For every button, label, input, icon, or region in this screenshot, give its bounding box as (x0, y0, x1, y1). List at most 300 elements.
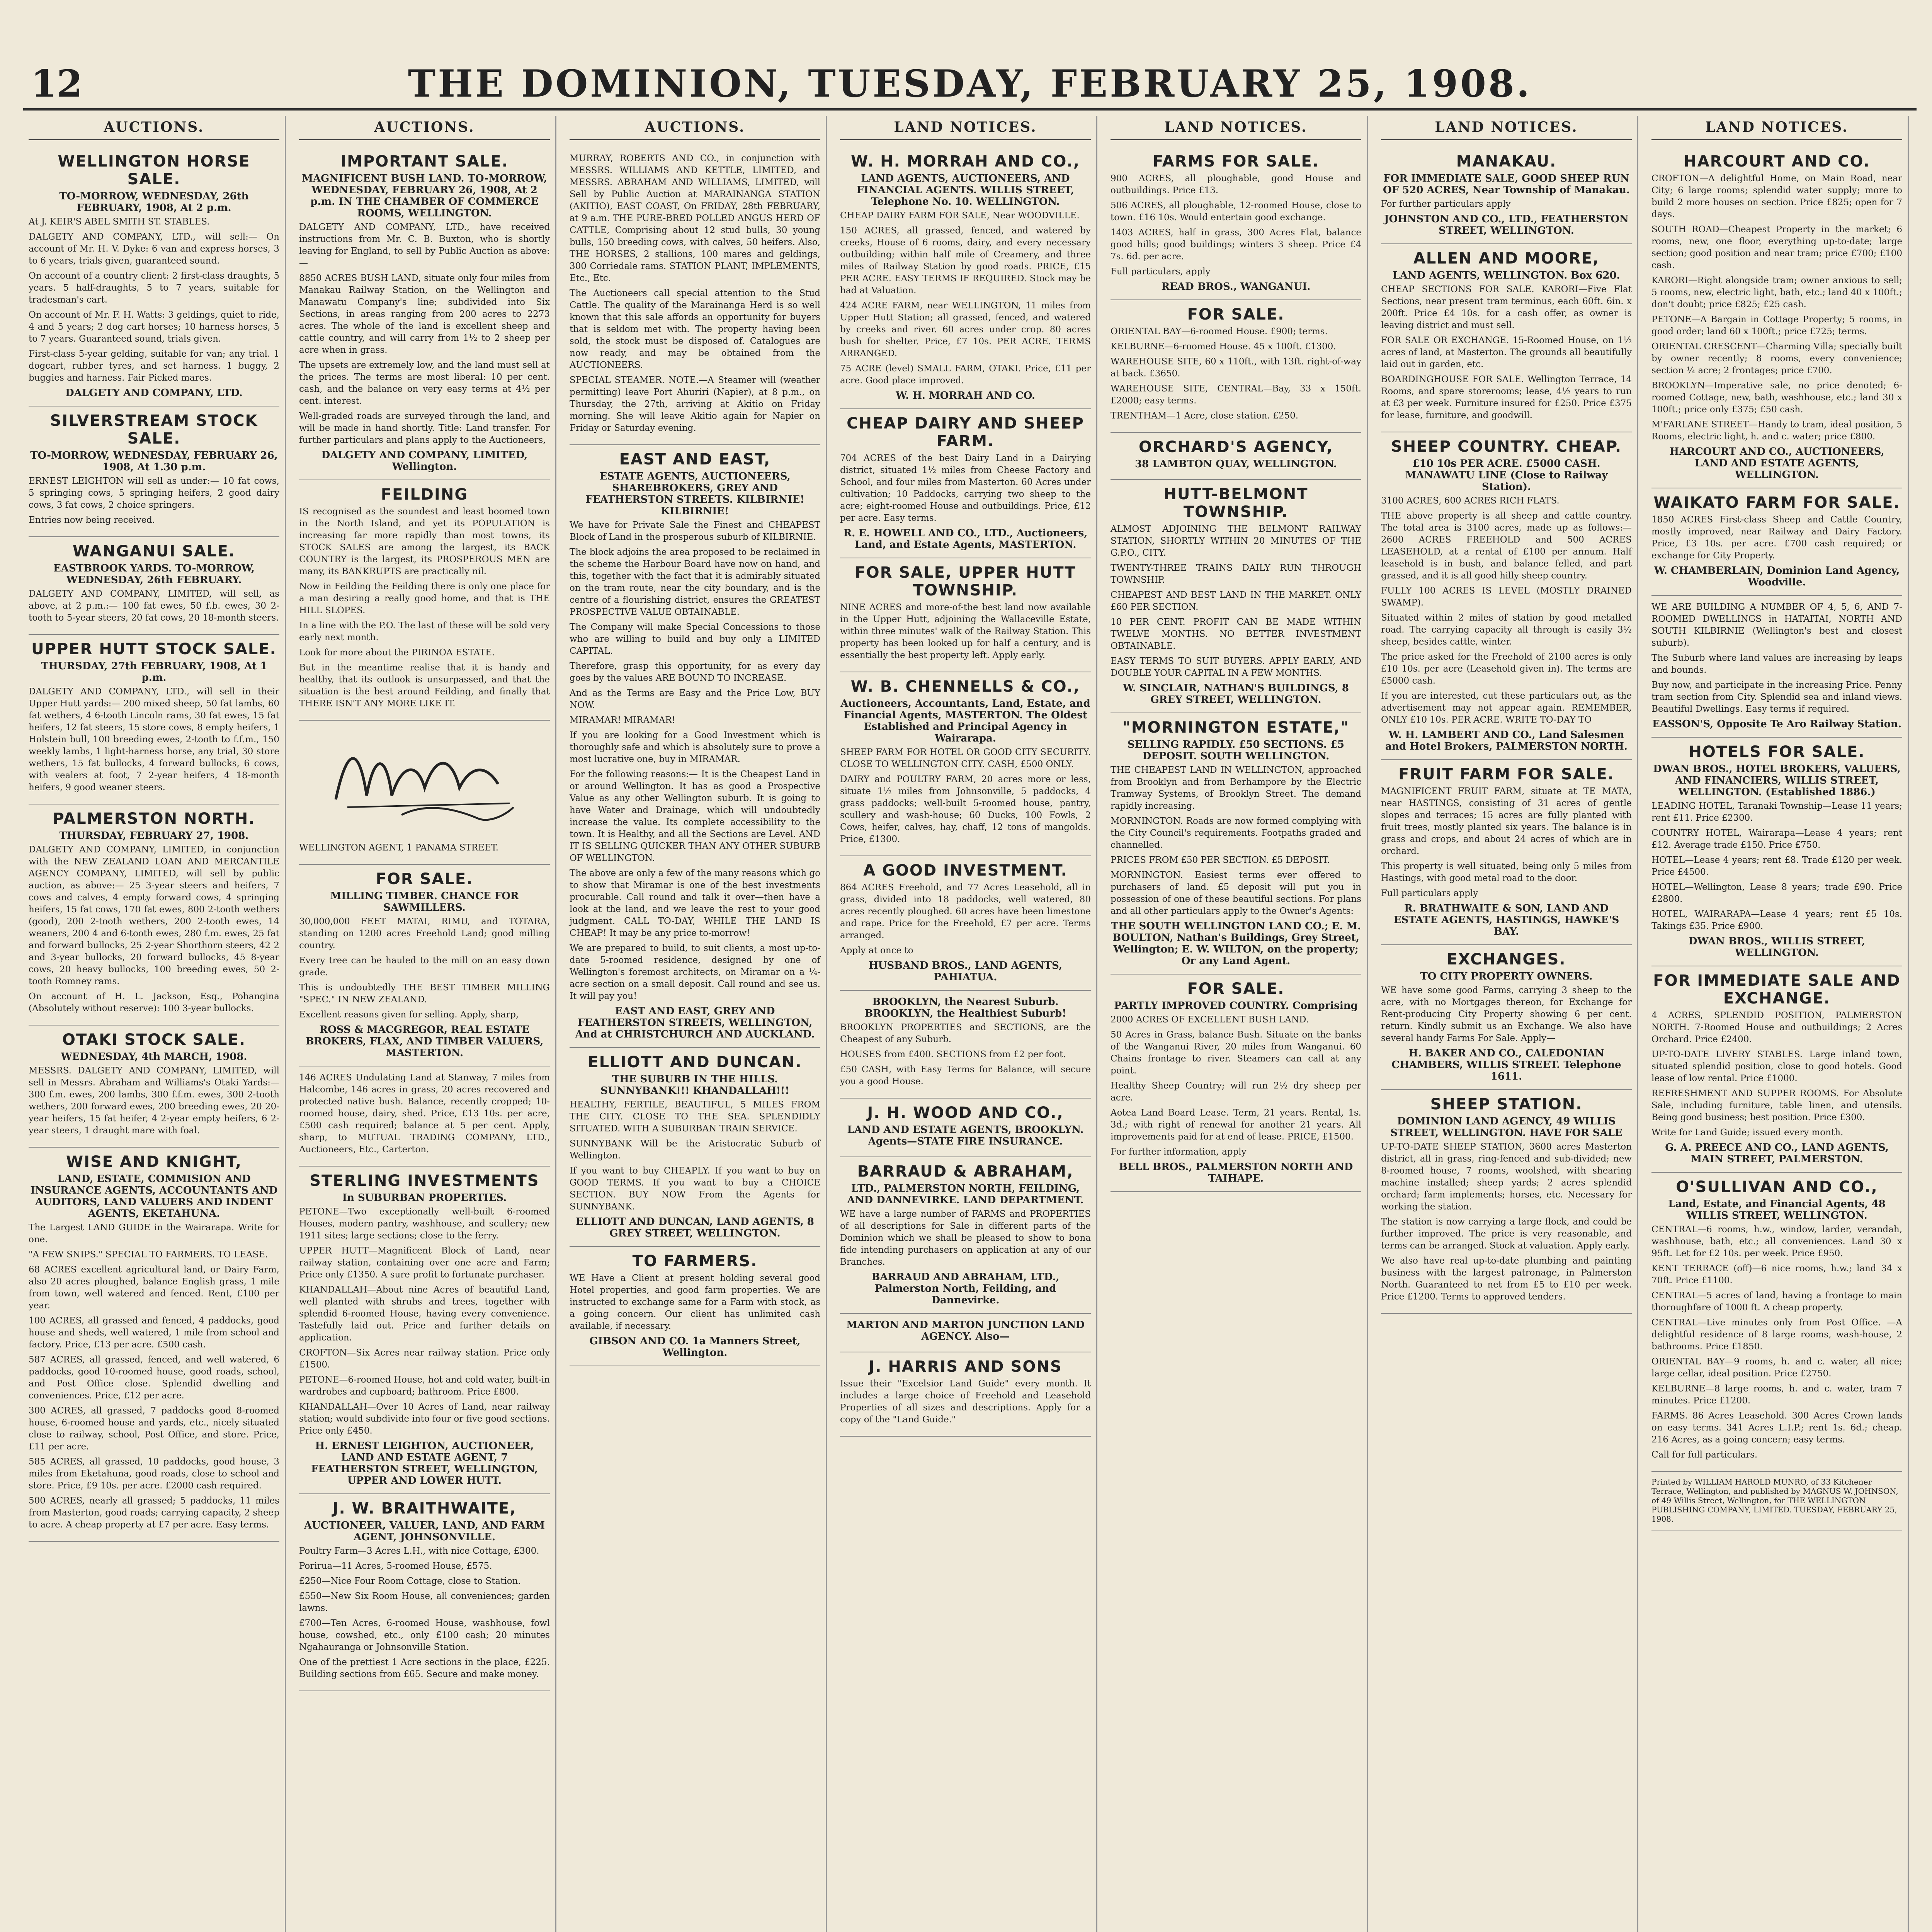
advertisement (570, 1048, 820, 1247)
ad-paragraph: £50 CASH, with Easy Terms for Balance, will secure you a good House. (840, 1065, 1091, 1087)
ad-title: STERLING INVESTMENTS (310, 1172, 539, 1190)
ad-subtitle: FOR IMMEDIATE SALE, GOOD SHEEP RUN OF 520 ACRES, Near Township of Manakau. (1383, 173, 1630, 196)
advertisement (299, 1167, 550, 1494)
ad-paragraph: 1403 ACRES, half in grass, 300 Acres Flat, balance good hills; good buildings; winters 3 sheep. Price £4 7s. 6d. per acre. (1111, 228, 1361, 262)
ad-paragraph: 704 ACRES of the best Dairy Land in a Dairying district, situated 1½ miles from Cheese Factory and School, and four miles from Masterton. 60 Acres under cultivation; 10 Paddocks, carrying two sheep to the acre; eight-roomed House and outbuildings. Price, £12 per acre. Easy terms. (840, 453, 1091, 523)
ad-title: OTAKI STOCK SALE. (62, 1031, 246, 1049)
ad-title: CHEAP DAIRY AND SHEEP FARM. (847, 415, 1084, 450)
ad-title: UPPER HUTT STOCK SALE. (31, 640, 277, 658)
ad-paragraph: "A FEW SNIPS." SPECIAL TO FARMERS. TO LEASE. (29, 1250, 268, 1260)
ad-paragraph: ORIENTAL CRESCENT—Charming Villa; specially built by owner recently; 8 rooms, every convenience; section ¼ acre; 2 frontages; price £700. (1651, 342, 1902, 376)
signature-logo (299, 726, 550, 842)
ad-paragraph: We also have real up-to-date plumbing and painting business with the largest patronage, in Palmerston North. Guaranteed to net from £5 to £10 per week. Price £1200. Terms to approved tenders. (1381, 1256, 1632, 1302)
ad-title: FOR SALE. (1187, 306, 1285, 323)
advertisement (1111, 433, 1361, 480)
advertisement (840, 1352, 1091, 1437)
ad-advertiser: H. BAKER AND CO., CALEDONIAN CHAMBERS, WILLIS STREET. Telephone 1611. (1391, 1048, 1621, 1082)
ad-title: BARRAUD & ABRAHAM, (857, 1163, 1074, 1180)
ad-paragraph: DALGETY AND COMPANY, LTD., will sell in their Upper Hutt yards:— 200 mixed sheep, 50 fat lambs, 60 fat wethers, 4 6-tooth Lincoln rams, 30 fat ewes, 15 fat heifers, 12 fat steers, 15 store cows, 8 empty heifers, 1 Holstein bull, 100 breeding ewes, 2-tooth to f.f.m., 150 weekly lambs, 1 light-harness horse, any trial, 30 store wethers, 15 fat bullocks, 4 forward bullocks, 6 cows, with vealers at foot, 7 2-year heifers, 4 18-month heifers, 9 good weaner steers. (29, 687, 279, 793)
ad-paragraph: Write for Land Guide; issued every month. (1651, 1128, 1844, 1138)
ad-paragraph: FOR SALE OR EXCHANGE. 15-Roomed House, on 1½ acres of land, at Masterton. The grounds all beautifully laid out in garden, etc. (1381, 335, 1632, 369)
ad-paragraph: ORIENTAL BAY—9 rooms, h. and c. water, all nice; large cellar, ideal position. Price £2750. (1651, 1357, 1902, 1379)
advertisement (29, 1026, 279, 1148)
ad-paragraph: KHANDALLAH—About nine Acres of beautiful Land, well planted with shrubs and trees, together with splendid 6-roomed House, having every convenience. Tastefully laid out. Price and further details on application. (299, 1285, 550, 1343)
ad-title: SHEEP COUNTRY. CHEAP. (1391, 438, 1622, 456)
advertisement (1111, 147, 1361, 300)
ad-title: MANAKAU. (1456, 153, 1557, 170)
ad-paragraph: 587 ACRES, all grassed, fenced, and well watered, 6 paddocks, good 10-roomed house, good roads, school, and Post Office close. Splendid dwelling and conveniences. Price, £12 per acre. (29, 1355, 279, 1401)
ad-subtitle: THURSDAY, 27th FEBRUARY, 1908, At 1 p.m. (41, 660, 267, 684)
ad-paragraph: 585 ACRES, all grassed, 10 paddocks, good house, 3 miles from Eketahuna, good roads, close to school and store. Price, £9 10s. per acre. £2000 cash required. (29, 1457, 279, 1491)
ad-paragraph: Full particulars, apply (1111, 267, 1211, 277)
ad-paragraph: 50 Acres in Grass, balance Bush. Situate on the banks of the Wanganui River, 20 miles from Wanganui. 60 Chains frontage to river. Steamers can call at any point. (1111, 1030, 1361, 1076)
column-heading: AUCTIONS. (299, 116, 550, 140)
ad-advertiser: READ BROS., WANGANUI. (1161, 281, 1311, 293)
ad-advertiser: R. E. HOWELL AND CO., LTD., Auctioneers, Land, and Estate Agents, MASTERTON. (843, 527, 1088, 551)
ad-advertiser: W. H. MORRAH AND CO. (896, 390, 1035, 401)
ad-paragraph: CHEAP DAIRY FARM FOR SALE, Near WOODVILLE. (840, 211, 1080, 221)
ad-paragraph: Every tree can be hauled to the mill on an easy down grade. (299, 956, 550, 978)
advertisement (1111, 713, 1361, 975)
ad-paragraph: HOTEL—Wellington, Lease 8 years; trade £90. Price £2800. (1651, 882, 1902, 904)
ad-paragraph: HOTEL—Lease 4 years; rent £8. Trade £120 per week. Price £4500. (1651, 855, 1902, 877)
ad-paragraph: Apply at once to (840, 946, 913, 956)
ad-title: O'SULLIVAN AND CO., (1676, 1178, 1878, 1196)
advertisement (29, 804, 279, 1026)
ad-paragraph: Issue their "Excelsior Land Guide" every month. It includes a large choice of Freehold and Leasehold Properties of all sizes and descriptions. Apply for a copy of the "Land Guide." (840, 1379, 1091, 1425)
ad-paragraph: If you are interested, cut these particulars out, as the advertisement may not appear again. REMEMBER, ONLY £10 10s. PER ACRE. WRITE TO-DAY TO (1381, 691, 1632, 725)
ad-paragraph: On account of Mr. F. H. Watts: 3 geldings, quiet to ride, 4 and 5 years; 2 dog cart horses; 10 harness horses, 5 to 7 years. Guaranteed sound, trials given. (29, 310, 279, 344)
ad-advertiser: EAST AND EAST, GREY AND FEATHERSTON STREETS, WELLINGTON, And at CHRISTCHURCH AND AUCKLAND. (575, 1005, 815, 1040)
ad-paragraph: 2000 ACRES OF EXCELLENT BUSH LAND. (1111, 1015, 1309, 1025)
ad-paragraph: The Largest LAND GUIDE in the Wairarapa. Write for one. (29, 1223, 279, 1245)
ad-paragraph: WE have some good Farms, carrying 3 sheep to the acre, with no Mortgages thereon, for Exchange for Rent-producing City Property showing 6 per cent. return. Kindly submit us an Exchange. We also have several handy Farms For Sale. Apply— (1381, 985, 1632, 1043)
ad-title: FOR IMMEDIATE SALE AND EXCHANGE. (1653, 972, 1901, 1007)
ad-paragraph: 75 ACRE (level) SMALL FARM, OTAKI. Price, £11 per acre. Good place improved. (840, 364, 1091, 386)
ad-paragraph: 100 ACRES, all grassed and fenced, 4 paddocks, good house and sheds, well watered, 1 mile from school and factory. Price, £13 per acre. £500 cash. (29, 1316, 279, 1350)
advertisement (570, 1247, 820, 1366)
ad-paragraph: HOUSES from £400. SECTIONS from £2 per foot. (840, 1049, 1066, 1060)
ad-title: J. W. BRAITHWAITE, (332, 1500, 517, 1517)
ad-paragraph: ALMOST ADJOINING THE BELMONT RAILWAY STATION, SHORTLY WITHIN 20 MINUTES OF THE G.P.O., CITY. (1111, 524, 1361, 558)
ad-advertiser: ROSS & MACGREGOR, REAL ESTATE BROKERS, FLAX, AND TIMBER VALUERS, MASTERTON. (305, 1024, 544, 1059)
column-1 (23, 116, 286, 1932)
ad-subtitle: AUCTIONEER, VALUER, LAND, AND FARM AGENT, JOHNSONVILLE. (304, 1520, 545, 1543)
ad-paragraph: EASY TERMS TO SUIT BUYERS. APPLY EARLY, AND DOUBLE YOUR CAPITAL IN A FEW MONTHS. (1111, 656, 1361, 678)
ad-paragraph: PETONE—Two exceptionally well-built 6-roomed Houses, modern pantry, washhouse, and scullery; new 1911 sites; large sections; close to the ferry. (299, 1207, 550, 1241)
ad-paragraph: TWENTY-THREE TRAINS DAILY RUN THROUGH TOWNSHIP. (1111, 563, 1361, 585)
advertisement (29, 1148, 279, 1542)
ad-advertiser: BARRAUD AND ABRAHAM, LTD., Palmerston North, Feilding, and Dannevirke. (871, 1271, 1060, 1306)
ad-paragraph: REFRESHMENT AND SUPPER ROOMS. For Absolute Sale, including furniture, table linen, and utensils. Being good business; best position. Price £300. (1651, 1088, 1902, 1122)
advertisement (840, 991, 1091, 1099)
ad-subtitle: SELLING RAPIDLY. £50 SECTIONS. £5 DEPOSIT. SOUTH WELLINGTON. (1128, 739, 1344, 762)
ad-title: FRUIT FARM FOR SALE. (1398, 765, 1614, 783)
ad-paragraph: BOARDINGHOUSE FOR SALE. Wellington Terrace, 14 Rooms, and spare storerooms; lease, 4½ years to run at £3 per week. Furniture insured for £250. Price £375 for lease, furniture, and goodwill. (1381, 374, 1632, 420)
ad-title: SHEEP STATION. (1430, 1095, 1583, 1113)
ad-paragraph: KHANDALLAH—Over 10 Acres of Land, near railway station; would subdivide into four or five good sections. Price only £450. (299, 1402, 550, 1436)
printer-imprint: Printed by WILLIAM HAROLD MUNRO, of 33 Kitchener Terrace, Wellington, and published by MAGNUS W. JOHNSON, of 49 Willis Street, Wellington, for THE WELLINGTON PUBLISHING COMPANY, LIMITED. TUESDAY, FEBRUARY 25, 1908. (1651, 1472, 1902, 1531)
advertisement (840, 558, 1091, 672)
ad-paragraph: We have for Private Sale the Finest and CHEAPEST Block of Land in the prosperous suburb of KILBIRNIE. (570, 520, 820, 542)
advertisement (299, 865, 550, 1066)
ad-paragraph: The station is now carrying a large flock, and could be further improved. The price is very reasonable, and terms can be arranged. Stock at valuation. Apply early. (1381, 1217, 1632, 1251)
ad-paragraph: 3100 ACRES, 600 ACRES RICH FLATS. (1381, 496, 1560, 506)
ad-paragraph: The Company will make Special Concessions to those who are willing to build and buy only a LIMITED CAPITAL. (570, 622, 820, 656)
ad-paragraph: Well-graded roads are surveyed through the land, and will be made in hand shortly. Title: Land transfer. For further particulars and plans apply to the Auctioneers, (299, 411, 550, 445)
ad-paragraph: Porirua—11 Acres, 5-roomed House, £575. (299, 1561, 492, 1571)
ad-paragraph: DALGETY AND COMPANY, LTD., will sell:— On account of Mr. H. V. Dyke: 6 van and express horses, 3 to 6 years, trials given, guaranteed sound. (29, 232, 279, 266)
ad-paragraph: CENTRAL—Live minutes only from Post Office. —A delightful residence of 8 large rooms, wash-house, 2 bathrooms. Price £1850. (1651, 1318, 1902, 1352)
advertisement (840, 1099, 1091, 1157)
ad-title: HUTT-BELMONT TOWNSHIP. (1163, 485, 1308, 521)
ad-title: ELLIOTT AND DUNCAN. (588, 1053, 802, 1071)
ad-advertiser: ELLIOTT AND DUNCAN, LAND AGENTS, 8 GREY STREET, WELLINGTON. (576, 1216, 814, 1239)
ad-paragraph: WE ARE BUILDING A NUMBER OF 4, 5, 6, AND 7-ROOMED DWELLINGS in HATAITAI, NORTH AND SOUTH KILBIRNIE (Wellington's best and closest suburb). (1651, 602, 1902, 648)
ad-paragraph: 864 ACRES Freehold, and 77 Acres Leasehold, all in grass, divided into 18 paddocks, well watered, 80 acres recently ploughed. 60 acres have been limestone and rape. Price for the Freehold, £7 per acre. Terms arranged. (840, 883, 1091, 940)
ad-paragraph: MORNINGTON. Easiest terms ever offered to purchasers of land. £5 deposit will put you in possession of one of these beautiful sections. For plans and all other particulars apply to the Owner's Agents: (1111, 870, 1361, 916)
ad-paragraph: At J. KEIR'S ABEL SMITH ST. STABLES. (29, 217, 210, 227)
ad-paragraph: Look for more about the PIRINOA ESTATE. (299, 648, 495, 658)
ad-advertiser: DWAN BROS., WILLIS STREET, WELLINGTON. (1688, 935, 1866, 959)
advertisement (1381, 244, 1632, 432)
ad-title: FARMS FOR SALE. (1153, 153, 1319, 170)
ad-paragraph: Healthy Sheep Country; will run 2½ dry sheep per acre. (1111, 1081, 1361, 1103)
ad-paragraph: DALGETY AND COMPANY, LIMITED, in conjunction with the NEW ZEALAND LOAN AND MERCANTILE AGENCY COMPANY, LIMITED, will sell by public auction, as above:— 25 3-year steers and heifers, 7 cows and calves, 4 empty forward cows, 4 springing heifers, 15 fat cows, 170 fat ewes, 800 2-tooth wethers (good), 200 2-tooth wethers, 200 2-tooth ewes, 14 weaners, 200 4 and 6-tooth ewes, 280 f.m. ewes, 25 fat and forward bullocks, 25 2-year Shorthorn steers, 42 2 and 3-year bullocks, 20 forward bullocks, 45 8-year cows, 20 heavy bullocks, 100 breeding ewes, 50 2-tooth Romney rams. (29, 845, 279, 986)
advertisement (840, 856, 1091, 991)
ad-paragraph: MESSRS. DALGETY AND COMPANY, LIMITED, will sell in Messrs. Abraham and Williams's Otaki Yards:— 300 f.m. ewes, 200 lambs, 300 f.f.m. ewes, 300 2-tooth wethers, 200 forward ewes, 200 breeding ewes, 20 20-year heifers, 15 fat heifer, 4 2-year empty heifers, 6 2-year steers, 1 draught mare with foal. (29, 1066, 279, 1136)
ad-paragraph: PETONE—6-roomed House, hot and cold water, built-in wardrobes and cupboard; bathroom. Price £800. (299, 1375, 550, 1397)
ad-advertiser: DALGETY AND COMPANY, LTD. (65, 387, 243, 399)
ad-paragraph: KARORI—Right alongside tram; owner anxious to sell; 5 rooms, new, electric light, bath, etc.; land 40 x 100ft.; don't doubt; price £825; £25 cash. (1651, 276, 1902, 310)
ad-paragraph: One of the prettiest 1 Acre sections in the place, £225. Building sections from £65. Secure and make money. (299, 1657, 550, 1679)
column-5 (1105, 116, 1368, 1932)
ad-paragraph: COUNTRY HOTEL, Wairarapa—Lease 4 years; rent £12. Average trade £150. Price £750. (1651, 828, 1902, 850)
ad-advertiser: HUSBAND BROS., LAND AGENTS, PAHIATUA. (869, 960, 1062, 983)
ad-paragraph: UP-TO-DATE LIVERY STABLES. Large inland town, situated splendid position, close to good hotels. Good lease of low rental. Price £1000. (1651, 1049, 1902, 1083)
ad-paragraph: Buy now, and participate in the increasing Price. Penny tram section from City. Splendid sea and inland views. Beautiful Dwellings. Easy terms if required. (1651, 680, 1902, 714)
advertisement (1651, 147, 1902, 488)
ad-paragraph: FULLY 100 ACRES IS LEVEL (MOSTLY DRAINED SWAMP). (1381, 586, 1632, 608)
ad-subtitle: TO CITY PROPERTY OWNERS. (1420, 971, 1593, 982)
ad-title: FOR SALE. (376, 870, 473, 888)
advertisement (1381, 1090, 1632, 1314)
ad-paragraph: LEADING HOTEL, Taranaki Township—Lease 11 years; rent £11. Price £2300. (1651, 801, 1902, 823)
ad-advertiser: R. BRATHWAITE & SON, LAND AND ESTATE AGENTS, HASTINGS, HAWKE'S BAY. (1393, 903, 1619, 937)
column-heading: AUCTIONS. (570, 116, 820, 140)
ad-title: EXCHANGES. (1447, 951, 1566, 968)
advertisement (299, 721, 550, 865)
ad-subtitle: Auctioneers, Accountants, Land, Estate, and Financial Agents, MASTERTON. The Oldest Established and Principal Agency in Wairarapa. (840, 698, 1090, 744)
ad-paragraph: MAGNIFICENT FRUIT FARM, situate at TE MATA, near HASTINGS, consisting of 31 acres of gentle slopes and terraces; 15 acres are fully planted with fruit trees, mostly planted six years. The balance is in grass and crops, and about 24 acres of which are in orchard. (1381, 786, 1632, 856)
ad-paragraph: KENT TERRACE (off)—6 nice rooms, h.w.; land 34 x 70ft. Price £1100. (1651, 1264, 1902, 1286)
advertisement (840, 1314, 1091, 1352)
ad-paragraph: PETONE—A Bargain in Cottage Property; 5 rooms, in good order; land 60 x 100ft.; price £725; terms. (1651, 315, 1902, 337)
advertisement (840, 672, 1091, 856)
ad-paragraph: 1850 ACRES First-class Sheep and Cattle Country, mostly improved, near Railway and Dairy Factory. Price, £3 10s. per acre. £700 cash required; or exchange for City Property. (1651, 515, 1902, 561)
ad-title: FOR SALE. (1187, 980, 1285, 998)
ad-paragraph: Situated within 2 miles of station by good metalled road. The carrying capacity all through is easily 3½ sheep, besides cattle, winter. (1381, 613, 1632, 647)
ad-subtitle: MILLING TIMBER. CHANCE FOR SAWMILLERS. (330, 890, 519, 913)
ad-paragraph: 10 PER CENT. PROFIT CAN BE MADE WITHIN TWELVE MONTHS. NO BETTER INVESTMENT OBTAINABLE. (1111, 617, 1361, 651)
ad-paragraph: This is undoubtedly THE BEST TIMBER MILLING "SPEC." IN NEW ZEALAND. (299, 983, 550, 1005)
ad-paragraph: The Suburb where land values are increasing by leaps and bounds. (1651, 653, 1902, 675)
ad-paragraph: 150 ACRES, all grassed, fenced, and watered by creeks, House of 6 rooms, dairy, and every necessary outbuilding; within half mile of Creamery, and three miles of Railway Station by good roads. PRICE, £15 PER ACRE. EASY TERMS IF REQUIRED. Stock may be had at Valuation. (840, 226, 1091, 296)
ad-paragraph: SPECIAL STEAMER. NOTE.—A Steamer will (weather permitting) leave Port Ahuriri (Napier), at 8 p.m., on Thursday, the 27th, arriving at Akitio on Friday morning. She will leave Akitio again for Napier on Friday or Saturday evening. (570, 375, 820, 433)
ad-paragraph: HEALTHY, FERTILE, BEAUTIFUL, 5 MILES FROM THE CITY. CLOSE TO THE SEA. SPLENDIDLY SITUATED. WITH A SUBURBAN TRAIN SERVICE. (570, 1100, 820, 1134)
ad-paragraph: BROOKLYN—Imperative sale, no price denoted; 6-roomed Cottage, new, bath, washhouse, etc.; land 30 x 100ft.; price only £375; £50 cash. (1651, 381, 1902, 415)
advertisement (1381, 147, 1632, 244)
ad-paragraph: 4 ACRES, SPLENDID POSITION, PALMERSTON NORTH. 7-Roomed House and outbuildings; 2 Acres Orchard. Price £2400. (1651, 1010, 1902, 1044)
ad-paragraph: PRICES FROM £50 PER SECTION. £5 DEPOSIT. (1111, 855, 1330, 865)
ad-paragraph: KELBURNE—8 large rooms, h. and c. water, tram 7 minutes. Price £1200. (1651, 1384, 1902, 1406)
ad-paragraph: THE CHEAPEST LAND IN WELLINGTON, approached from Brooklyn and from Berhampore by the Electric Tramway Systems, of Brooklyn Street. The demand rapidly increasing. (1111, 765, 1361, 811)
ad-subtitle: £10 10s PER ACRE. £5000 CASH. MANAWATU LINE (Close to Railway Station). (1405, 458, 1608, 493)
ad-title: "MORNINGTON ESTATE," (1122, 719, 1349, 736)
ad-paragraph: TRENTHAM—1 Acre, close station. £250. (1111, 411, 1299, 421)
ad-title: EAST AND EAST, (619, 451, 771, 468)
ad-subtitle: MAGNIFICENT BUSH LAND. TO-MORROW, WEDNESDAY, FEBRUARY 26, 1908, At 2 p.m. IN THE CHAMBER OF COMMERCE ROOMS, WELLINGTON. (302, 173, 547, 219)
ad-paragraph: CROFTON—A delightful Home, on Main Road, near City; 6 large rooms; splendid water supply; more to build 2 more houses on section. Price £825; open for 7 days. (1651, 173, 1902, 219)
ad-subtitle: TO-MORROW, WEDNESDAY, 26th FEBRUARY, 1908, At 2 p.m. (59, 190, 249, 214)
ad-paragraph: CENTRAL—6 rooms, h.w., window, larder, verandah, washhouse, bath, etc.; all conveniences. Land 30 x 95ft. Let for £2 10s. per week. Price £950. (1651, 1225, 1902, 1259)
ad-advertiser: HARCOURT AND CO., AUCTIONEERS, LAND AND ESTATE AGENTS, WELLINGTON. (1669, 446, 1884, 481)
ad-paragraph: M'FARLANE STREET—Handy to tram, ideal position, 5 Rooms, electric light, h. and c. water; price £800. (1651, 420, 1902, 442)
ad-title: J. HARRIS AND SONS (869, 1358, 1062, 1376)
ad-title: WISE AND KNIGHT, (66, 1153, 242, 1171)
ad-paragraph: WAREHOUSE SITE, CENTRAL—Bay, 33 x 150ft. £2000; easy terms. (1111, 384, 1361, 406)
ad-paragraph: Entries now being received. (29, 515, 155, 525)
advertisement (1651, 738, 1902, 966)
ad-paragraph: The block adjoins the area proposed to be reclaimed in the scheme the Harbour Board have now on hand, and this, together with the fact that it is admirably situated on the tram route, near the city boundary, and is the centre of a flourishing district, ensures the GREATEST PROSPECTIVE VALUE OBTAINABLE. (570, 547, 820, 617)
column-heading: LAND NOTICES. (840, 116, 1091, 140)
ad-subtitle: BROOKLYN, the Nearest Suburb. BROOKLYN, the Healthiest Suburb! (864, 996, 1066, 1019)
ad-paragraph: Excellent reasons given for selling. Apply, sharp, (299, 1010, 519, 1020)
ad-paragraph: CENTRAL—5 acres of land, having a frontage to main thoroughfare of 1000 ft. A cheap property. (1651, 1291, 1902, 1313)
ad-paragraph: ERNEST LEIGHTON will sell as under:— 10 fat cows, 5 springing cows, 5 springing heifers, 2 good dairy cows, 3 fat cows, 2 choice springers. (29, 476, 279, 510)
advertisement (299, 480, 550, 721)
ad-paragraph: 900 ACRES, all ploughable, good House and outbuildings. Price £13. (1111, 173, 1361, 196)
ad-paragraph: THE above property is all sheep and cattle country. The total area is 3100 acres, made up as follows:—2600 ACRES FREEHOLD and 500 ACRES LEASEHOLD, at a rental of £100 per annum. Half leasehold is in bush, and balance felled, and part grassed, and it is all good hilly sheep country. (1381, 511, 1632, 581)
column-6 (1376, 116, 1638, 1932)
ad-paragraph: If you are looking for a Good Investment which is thoroughly safe and which is absolutely sure to prove a most lucrative one, buy in MIRAMAR. (570, 730, 820, 764)
ad-paragraph: WAREHOUSE SITE, 60 x 110ft., with 13ft. right-of-way at back. £3650. (1111, 357, 1361, 379)
ad-paragraph: UP-TO-DATE SHEEP STATION, 3600 acres Masterton district, all in grass, ring-fenced and sub-divided; new 8-roomed house, 7 rooms, woolshed, with shearing machine installed; sheep yards; 2 acres splendid orchard; farm implements; horses, etc. Necessary for working the station. (1381, 1142, 1632, 1212)
ad-title: PALMERSTON NORTH. (53, 810, 255, 828)
advertisement (840, 1157, 1091, 1314)
ad-paragraph: MURRAY, ROBERTS AND CO., in conjunction with MESSRS. WILLIAMS AND KETTLE, LIMITED, and MESSRS. ABRAHAM AND WILLIAMS, LIMITED, will Sell by Public Auction at MARAINANGA STATION (AKITIO), EAST COAST, On FRIDAY, 28th FEBRUARY, at 9 a.m. THE PURE-BRED POLLED ANGUS HERD OF CATTLE, Comprising about 12 stud bulls, 30 young bulls, 150 breeding cows, with calves, 50 heifers. Also, THE HORSES, 2 stallions, 100 mares and geldings, 300 Corriedale rams. STATION PLANT, IMPLEMENTS, Etc., Etc. (570, 153, 820, 283)
advertisement (840, 147, 1091, 409)
ad-subtitle: LTD., PALMERSTON NORTH, FEILDING, AND DANNEVIRKE. LAND DEPARTMENT. (847, 1183, 1084, 1206)
ad-paragraph: Full particulars apply (1381, 888, 1478, 898)
ad-paragraph: The price asked for the Freehold of 2100 acres is only £10 10s. per acre (Leasehold given in). The terms are £5000 cash. (1381, 652, 1632, 686)
ad-advertiser: W. CHAMBERLAIN, Dominion Land Agency, Woodville. (1654, 565, 1900, 588)
ad-paragraph: If you want to buy CHEAPLY. If you want to buy on GOOD TERMS. If you want to buy a CHOICE SECTION. BUY NOW From the Agents for SUNNYBANK. (570, 1166, 820, 1212)
advertisement (29, 406, 279, 537)
ad-subtitle: MARTON AND MARTON JUNCTION LAND AGENCY. Also— (846, 1319, 1085, 1342)
ad-paragraph: First-class 5-year gelding, suitable for van; any trial. 1 dogcart, rubber tyres, and set harness. 1 buggy, 2 buggies and harness. Fair Picked mares. (29, 349, 279, 383)
ad-paragraph: CHEAPEST AND BEST LAND IN THE MARKET. ONLY £60 PER SECTION. (1111, 590, 1361, 612)
advertisement (1111, 300, 1361, 433)
ad-paragraph: But in the meantime realise that it is handy and healthy, that its outlook is unsurpassed, and that the situation is the best around Feilding, and finally that THERE ISN'T ANY MORE LIKE IT. (299, 663, 550, 709)
advertisement (29, 537, 279, 635)
ad-paragraph: DALGETY AND COMPANY, LIMITED, will sell, as above, at 2 p.m.:— 100 fat ewes, 50 f.b. ewes, 30 2-tooth to 5-year steers, 20 fat cows, 20 18-month steers. (29, 589, 279, 623)
ad-paragraph: 68 ACRES excellent agricultural land, or Dairy Farm, also 20 acres ploughed, balance English grass, 1 mile from town, well watered and fenced. Rent, £100 per year. (29, 1265, 279, 1311)
column-7 (1646, 116, 1909, 1932)
column-heading: AUCTIONS. (29, 116, 279, 140)
ad-paragraph: SUNNYBANK Will be the Aristocratic Suburb of Wellington. (570, 1139, 820, 1161)
advertisement (1651, 1173, 1902, 1472)
column-3 (564, 116, 827, 1932)
ad-advertiser: W. SINCLAIR, NATHAN'S BUILDINGS, 8 GREY STREET, WELLINGTON. (1123, 682, 1349, 706)
advertisement (1651, 596, 1902, 738)
ad-subtitle: PARTLY IMPROVED COUNTRY. Comprising (1114, 1000, 1358, 1012)
ad-advertiser: W. H. LAMBERT AND CO., Land Salesmen and Hotel Brokers, PALMERSTON NORTH. (1385, 729, 1628, 752)
ad-paragraph: 300 ACRES, all grassed, 7 paddocks good 8-roomed house, 6-roomed house and yards, etc., nicely situated close to railway, school, Post Office, and store. Price, £11 per acre. (29, 1406, 279, 1452)
ad-paragraph: MIRAMAR! MIRAMAR! (570, 715, 675, 725)
ad-paragraph: And as the Terms are Easy and the Price Low, BUY NOW. (570, 688, 820, 710)
ad-paragraph: WE Have a Client at present holding several good Hotel properties, and good farm properties. We are instructed to exchange same for a Farm with stock, as a going concern. Our client has unlimited cash available, if necessary. (570, 1273, 820, 1331)
advertisement (1111, 975, 1361, 1192)
column-4 (835, 116, 1097, 1932)
ad-paragraph: 30,000,000 FEET MATAI, RIMU, and TOTARA, standing on 1200 acres Freehold Land; good milling country. (299, 917, 550, 951)
ad-advertiser: JOHNSTON AND CO., LTD., FEATHERSTON STREET, WELLINGTON. (1384, 213, 1629, 236)
advertisement (299, 1066, 550, 1167)
ad-title: IMPORTANT SALE. (340, 153, 509, 170)
ad-paragraph: For the following reasons:— It is the Cheapest Land in or around Wellington. It has as good a Prospective Value as any other Wellington suburb. It is going to have Water and Drainage, which will undoubtedly increase the value. Its complete accessibility to the town. It is Healthy, and all the Sections are Level. AND IT IS SELLING QUICKER THAN ANY OTHER SUBURB OF WELLINGTON. (570, 769, 820, 863)
ad-advertiser: BELL BROS., PALMERSTON NORTH AND TAIHAPE. (1119, 1161, 1353, 1184)
ad-subtitle: DOMINION LAND AGENCY, 49 WILLIS STREET, WELLINGTON. HAVE FOR SALE (1390, 1116, 1622, 1139)
ad-paragraph: Therefore, grasp this opportunity, for as every day goes by the values ARE BOUND TO INCREASE. (570, 661, 820, 683)
ad-paragraph: 506 ACRES, all ploughable, 12-roomed House, close to town. £16 10s. Would entertain good exchange. (1111, 201, 1361, 223)
masthead-title: THE DOMINION, TUESDAY, FEBRUARY 25, 1908. (408, 62, 1532, 105)
ad-title: FOR SALE, UPPER HUTT TOWNSHIP. (855, 564, 1076, 599)
ad-paragraph: In a line with the P.O. The last of these will be sold very early next month. (299, 621, 550, 643)
advertisement (299, 147, 550, 480)
advertisement (1651, 488, 1902, 596)
ad-advertiser: DALGETY AND COMPANY, LIMITED, Wellington. (321, 449, 528, 473)
ad-paragraph: £550—New Six Room House, all conveniences; garden lawns. (299, 1591, 550, 1613)
ad-paragraph: KELBURNE—6-roomed House. 45 x 100ft. £1300. (1111, 342, 1336, 352)
ad-subtitle: LAND AGENTS, WELLINGTON. Box 620. (1393, 270, 1620, 281)
ad-subtitle: THURSDAY, FEBRUARY 27, 1908. (59, 830, 249, 842)
ad-subtitle: In SUBURBAN PROPERTIES. (342, 1192, 507, 1204)
ad-paragraph: The Auctioneers call special attention to the Stud Cattle. The quality of the Marainanga Herd is so well known that this sale affords an opportunity for buyers that is seldom met with. The property having been sold, the stock must be disposed of. Catalogues are now ready, and may be obtained from the AUCTIONEERS. (570, 288, 820, 370)
ad-paragraph: 500 ACRES, nearly all grassed; 5 paddocks, 11 miles from Masterton, good roads; carrying capacity, 2 sheep to acre. A cheap property at £7 per acre. Easy terms. (29, 1496, 279, 1530)
ad-subtitle: LAND AGENTS, AUCTIONEERS, AND FINANCIAL AGENTS. WILLIS STREET, Telephone No. 10. WELLINGTON. (857, 173, 1074, 207)
ad-paragraph: SOUTH ROAD—Cheapest Property in the market; 6 rooms, new, one floor, everything up-to-date; large section; good position and near tram; price £700; £100 cash. (1651, 224, 1902, 270)
ad-title: WELLINGTON HORSE SALE. (58, 153, 250, 188)
ad-paragraph: 424 ACRE FARM, near WELLINGTON, 11 miles from Upper Hutt Station; all grassed, fenced, and watered by creeks and river. 60 acres under crop. 80 acres bush for shelter. Price, £7 10s. PER ACRE. TERMS ARRANGED. (840, 301, 1091, 359)
ad-title: WANGANUI SALE. (72, 543, 236, 560)
page-header (23, 58, 1917, 111)
ad-title: HOTELS FOR SALE. (1689, 743, 1865, 761)
ad-subtitle: EASTBROOK YARDS. TO-MORROW, WEDNESDAY, 26th FEBRUARY. (53, 563, 255, 586)
advertisement (1111, 480, 1361, 713)
ad-paragraph: Aotea Land Board Lease. Term, 21 years. Rental, 1s. 3d.; with right of renewal for another 21 years. All improvements paid for at end of lease. PRICE, £1500. (1111, 1108, 1361, 1142)
ad-advertiser: THE SOUTH WELLINGTON LAND CO.; E. M. BOULTON, Nathan's Buildings, Grey Street, Wellington; E. W. WILTON, on the property; Or any Land Agent. (1111, 920, 1361, 967)
ad-paragraph: The above are only a few of the many reasons which go to show that Miramar is one of the best investments procurable. Call round and talk it over—then have a look at the land, and we leave the rest to your good judgment. CALL TO-DAY, WHILE THE LAND IS CHEAP! It may be any price to-morrow! (570, 868, 820, 938)
advertisement (1381, 945, 1632, 1090)
ad-subtitle: TO-MORROW, WEDNESDAY, FEBRUARY 26, 1908, At 1.30 p.m. (30, 450, 278, 473)
ad-paragraph: CROFTON—Six Acres near railway station. Price only £1500. (299, 1348, 550, 1370)
ad-paragraph: For further particulars apply (1381, 199, 1511, 209)
columns-container (23, 116, 1917, 1932)
ad-subtitle: WEDNESDAY, 4th MARCH, 1908. (61, 1051, 247, 1063)
ad-paragraph: NINE ACRES and more-of-the best land now available in the Upper Hutt, adjoining the Wallaceville Estate, within three minutes' walk of the Railway Station. This property has been looked up for half a century, and is essentially the best property left. Apply early. (840, 602, 1091, 660)
ad-title: HARCOURT AND CO. (1684, 153, 1870, 170)
ad-paragraph: We are prepared to build, to suit clients, a most up-to-date 5-roomed residence, designed by one of Wellington's foremost architects, on Miramar on a ¼-acre section on a small deposit. Call round and see us. It will pay you! (570, 943, 820, 1001)
ad-paragraph: IS recognised as the soundest and least boomed town in the North Island, and yet its POPULATION is increasing far more rapidly than most towns, its STOCK SALES are among the largest, its BACK COUNTRY is the largest, its PROSPEROUS MEN are many, its BANKRUPTS are practically nil. (299, 507, 550, 577)
ad-paragraph: HOTEL, WAIRARAPA—Lease 4 years; rent £5 10s. Takings £35. Price £900. (1651, 909, 1902, 931)
ad-paragraph: DAIRY and POULTRY FARM, 20 acres more or less, situate 1½ miles from Johnsonville, 5 paddocks, 4 grass paddocks; well-built 5-roomed house, pantry, scullery and wash-house; 60 Ducks, 100 Fowls, 2 Cows, heifer, calves, hay, chaff, 12 tons of mangolds. Price, £1300. (840, 774, 1091, 844)
column-heading: LAND NOTICES. (1381, 116, 1632, 140)
ad-advertiser: GIBSON AND CO. 1a Manners Street, Wellington. (589, 1335, 801, 1359)
ad-title: A GOOD INVESTMENT. (863, 862, 1068, 879)
ad-title: SILVERSTREAM STOCK SALE. (50, 412, 258, 447)
ad-paragraph: 146 ACRES Undulating Land at Stanway, 7 miles from Halcombe, 146 acres in grass, 20 acres recovered and protected native bush. Balance, recently cropped; 10-roomed house, dairy, shed. Price, £13 10s. per acre, £500 cash required; balance at 5 per cent. Apply, sharp, to MUTUAL TRADING COMPANY, LTD., Auctioneers, Etc., Carterton. (299, 1073, 550, 1155)
advertisement (299, 1494, 550, 1691)
advertisement (29, 635, 279, 804)
ad-title: ALLEN AND MOORE, (1413, 250, 1600, 267)
ad-paragraph: The upsets are extremely low, and the land must sell at the prices. The terms are most liberal: 10 per cent. cash, and the balance on very easy terms at 4½ per cent. interest. (299, 360, 550, 406)
ad-title: WAIKATO FARM FOR SALE. (1653, 494, 1900, 512)
ad-subtitle: LAND, ESTATE, COMMISION AND INSURANCE AGENTS, ACCOUNTANTS AND AUDITORS, LAND VALUERS AND INDENT AGENTS, EKETAHUNA. (30, 1173, 278, 1219)
ad-paragraph: SHEEP FARM FOR HOTEL OR GOOD CITY SECURITY. CLOSE TO WELLINGTON CITY. CASH, £500 ONLY. (840, 747, 1091, 769)
ad-paragraph: CHEAP SECTIONS FOR SALE. KARORI—Five Flat Sections, near present tram terminus, each 60ft. 6in. x 200ft. Price £4 10s. for a cash offer, as owner is leaving district and must sell. (1381, 284, 1632, 330)
ad-title: J. H. WOOD AND CO., (867, 1104, 1064, 1122)
advertisement (840, 409, 1091, 558)
column-2 (294, 116, 556, 1932)
ad-advertiser: H. ERNEST LEIGHTON, AUCTIONEER, LAND AND ESTATE AGENT, 7 FEATHERSTON STREET, WELLINGTON, UPPER AND LOWER HUTT. (311, 1440, 538, 1486)
ad-paragraph: MORNINGTON. Roads are now formed complying with the City Council's requirements. Footpaths graded and channelled. (1111, 816, 1361, 850)
advertisement (1651, 966, 1902, 1173)
ad-paragraph: BROOKLYN PROPERTIES and SECTIONS, are the Cheapest of any Suburb. (840, 1022, 1091, 1044)
ad-title: TO FARMERS. (632, 1252, 758, 1270)
ad-paragraph: On account of a country client: 2 first-class draughts, 5 years. 5 half-draughts, 5 to 7 years, suitable for tradesman's cart. (29, 271, 279, 305)
ad-paragraph: DALGETY AND COMPANY, LTD., have received instructions from Mr. C. B. Buxton, who is shortly leaving for England, to sell by Public Auction as above:— (299, 222, 550, 268)
page-number: 12 (31, 62, 83, 105)
ad-paragraph: This property is well situated, being only 5 miles from Hastings, with good metal road to the door. (1381, 861, 1632, 883)
ad-subtitle: Land, Estate, and Financial Agents, 48 WILLIS STREET, WELLINGTON. (1668, 1198, 1886, 1221)
ad-title: FEILDING (381, 486, 468, 503)
advertisement (1381, 432, 1632, 760)
ad-paragraph: ORIENTAL BAY—6-roomed House. £900; terms. (1111, 327, 1328, 337)
advertisement (1381, 760, 1632, 945)
ad-advertiser: EASSON'S, Opposite Te Aro Railway Station. (1652, 718, 1901, 730)
column-heading: LAND NOTICES. (1651, 116, 1902, 140)
ad-paragraph: WE have a large number of FARMS and PROPERTIES of all descriptions for Sale in different parts of the Dominion which we shall be pleased to show to bona fide intending purchasers on application at any of our Branches. (840, 1209, 1091, 1267)
ad-title: ORCHARD'S AGENCY, (1138, 438, 1333, 456)
advertisement (570, 445, 820, 1048)
advertisement (570, 147, 820, 445)
ad-paragraph: £700—Ten Acres, 6-roomed House, washhouse, fowl house, cowshed, etc., only £100 cash; 20 minutes Ngahauranga or Johnsonville Station. (299, 1618, 550, 1652)
ad-paragraph: Now in Feilding the Feilding there is only one place for a man desiring a really good home, and that is THE HILL SLOPES. (299, 582, 550, 616)
ad-subtitle: ESTATE AGENTS, AUCTIONEERS, SHAREBROKERS, GREY AND FEATHERSTON STREETS. KILBIRNIE! KILBIRNIE! (585, 471, 804, 517)
ad-subtitle: LAND AND ESTATE AGENTS, BROOKLYN. Agents—STATE FIRE INSURANCE. (847, 1124, 1084, 1147)
ad-paragraph: FARMS. 86 Acres Leasehold. 300 Acres Crown lands on easy terms. 341 Acres L.I.P.; rent 1s. 6d.; cheap. 216 Acres, as a going concern; easy terms. (1651, 1411, 1902, 1445)
ad-paragraph: £250—Nice Four Room Cottage, close to Station. (299, 1576, 521, 1586)
ad-subtitle: DWAN BROS., HOTEL BROKERS, VALUERS, AND FINANCIERS, WILLIS STREET, WELLINGTON. (Established 1886.) (1653, 763, 1901, 798)
ad-paragraph: On account of H. L. Jackson, Esq., Pohangina (Absolutely without reserve): 100 3-year bullocks. (29, 992, 279, 1014)
ad-paragraph: Poultry Farm—3 Acres L.H., with nice Cottage, £300. (299, 1546, 539, 1556)
ad-paragraph: Call for full particulars. (1651, 1450, 1758, 1460)
ad-paragraph: 8850 ACRES BUSH LAND, situate only four miles from Manakau Railway Station, on the Wellington and Manawatu Company's line; subdivided into Six Sections, in areas ranging from 200 acres to 2273 acres. The whole of the land is excellent sheep and cattle country, and will carry from 1½ to 2 sheep per acre when in grass. (299, 273, 550, 355)
ad-paragraph: For further information, apply (1111, 1147, 1247, 1157)
ad-subtitle: 38 LAMBTON QUAY, WELLINGTON. (1135, 458, 1337, 470)
ad-paragraph: WELLINGTON AGENT, 1 PANAMA STREET. (299, 843, 499, 853)
column-heading: LAND NOTICES. (1111, 116, 1361, 140)
